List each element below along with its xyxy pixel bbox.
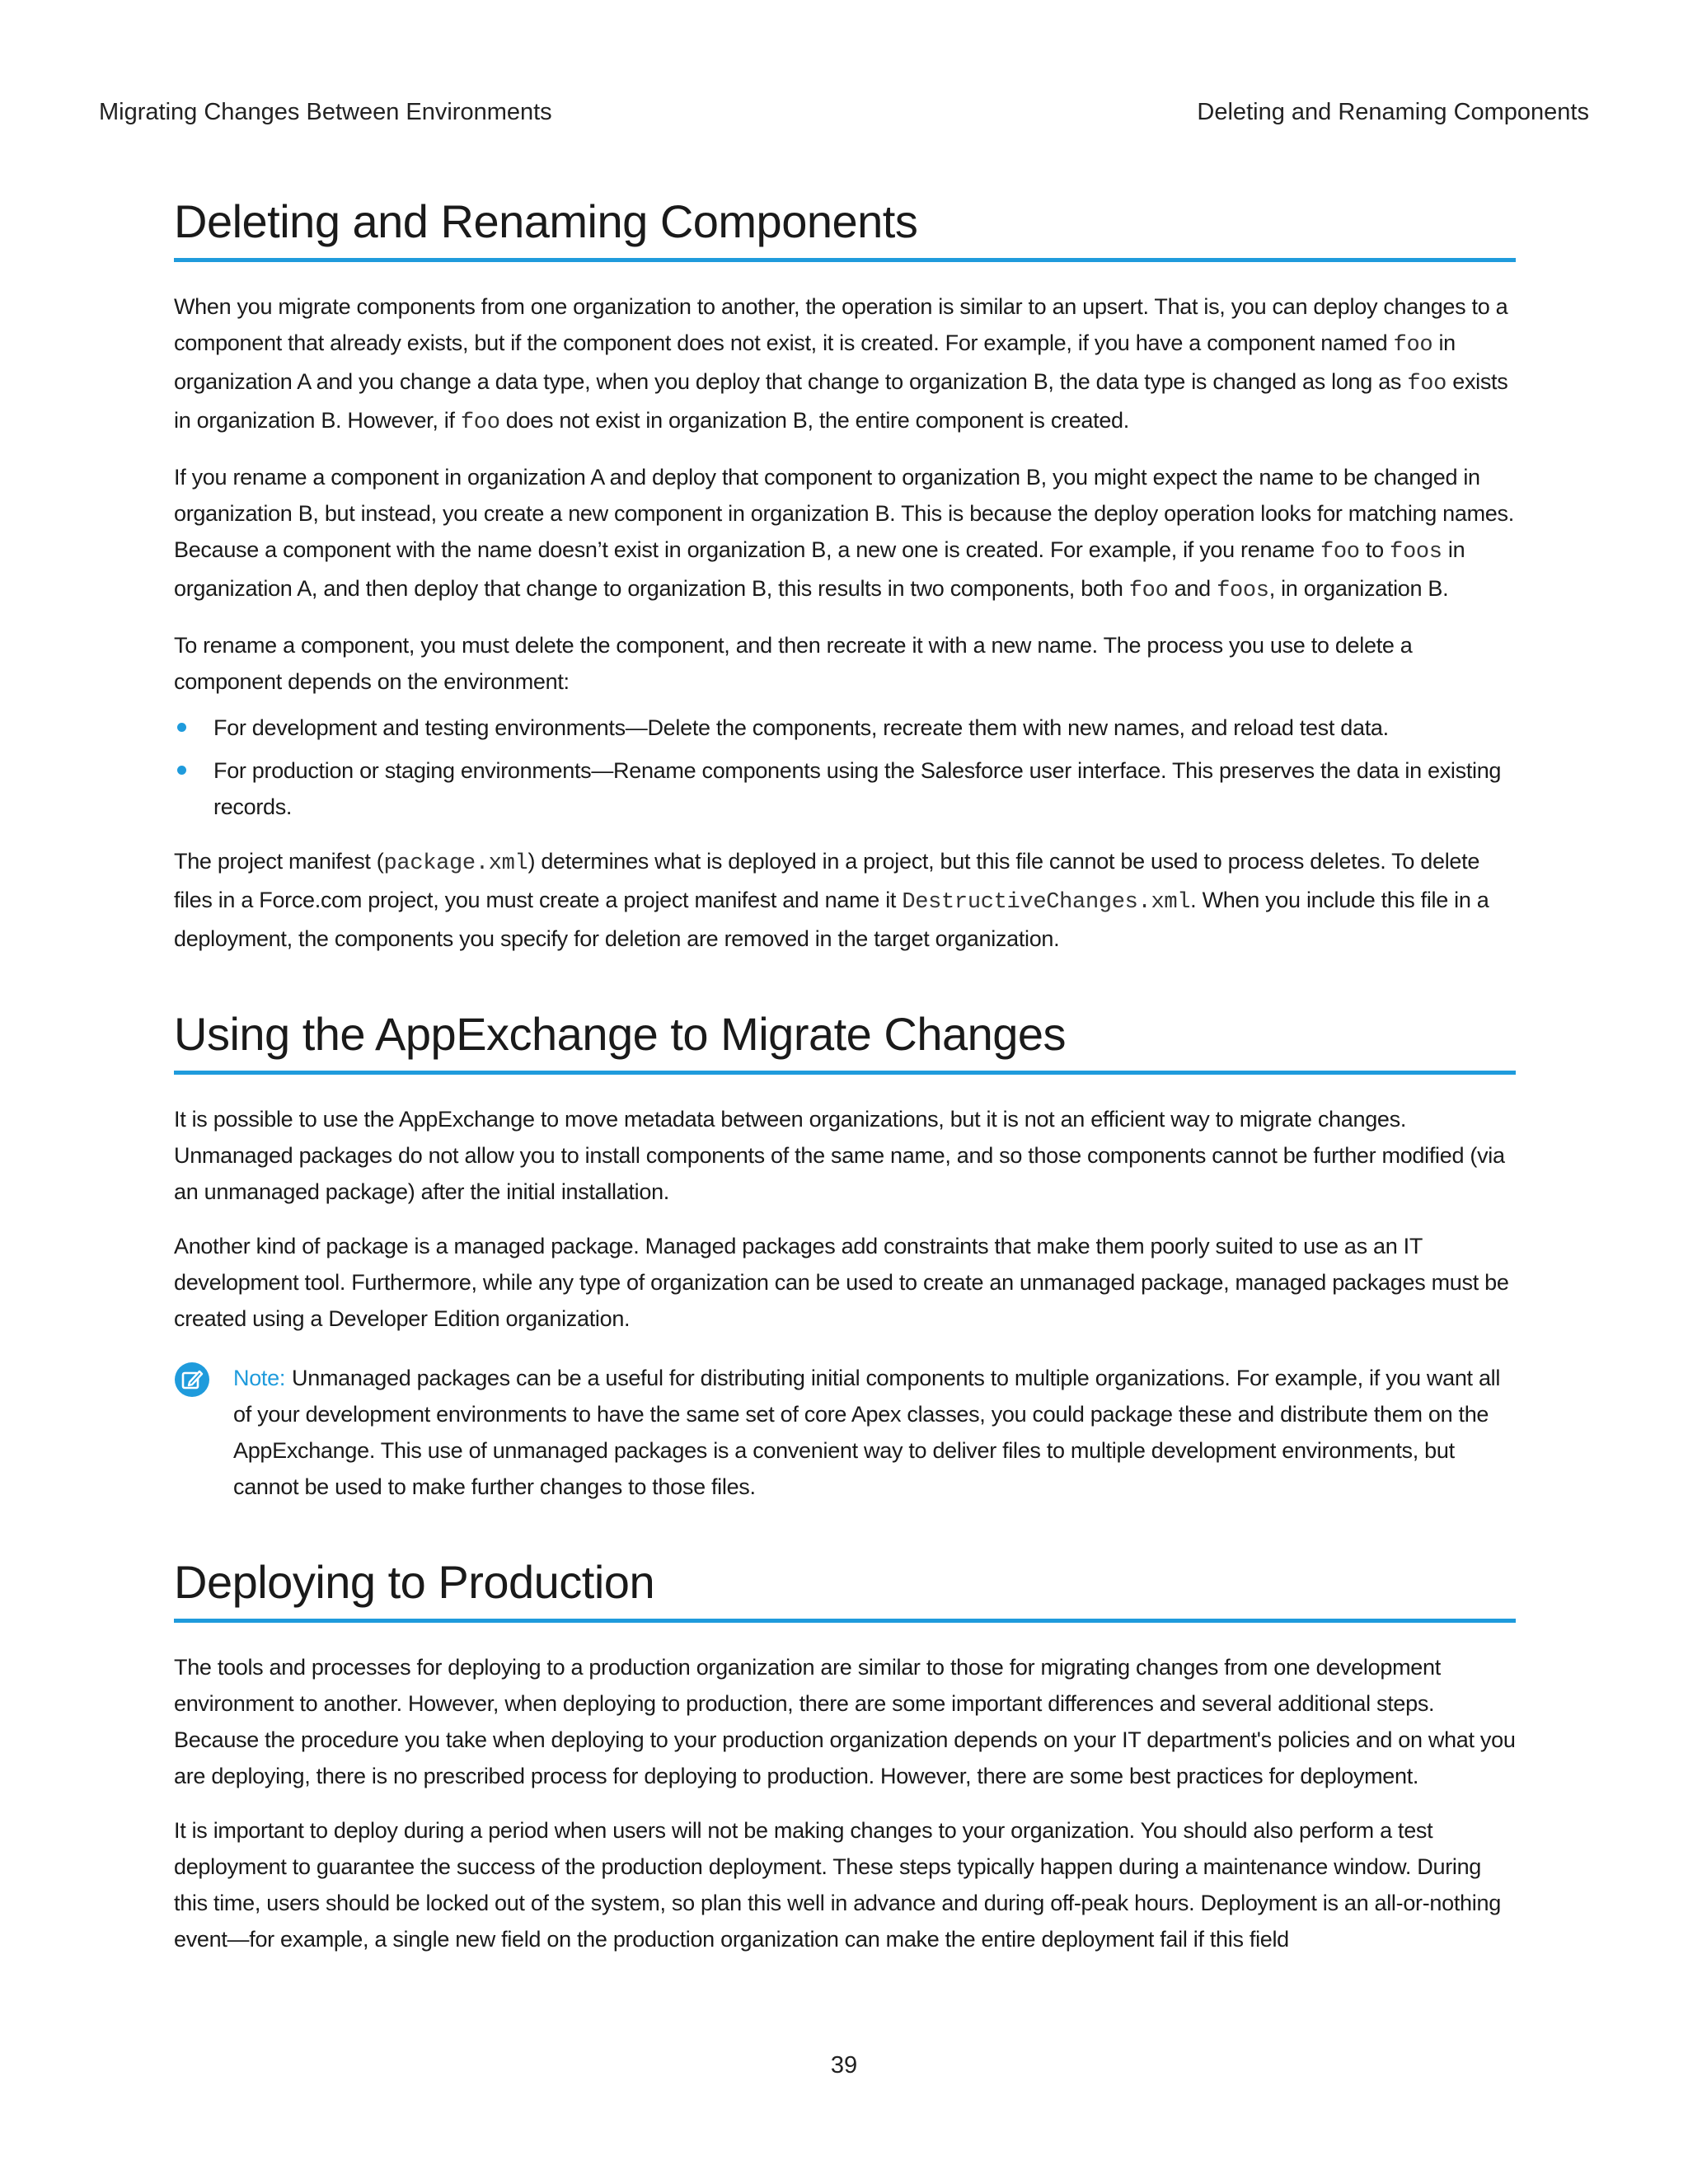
page-content [174,194,1516,1982]
bullet-icon [177,723,186,732]
text-run: in organization A and you change a data type, when you deploy that change to organization B, the data type is changed as long as [174,330,1456,394]
inline-code: foo [1128,579,1169,603]
text-run: does not exist in organization B, the entire component is created. [499,408,1129,433]
paragraph [174,843,1516,957]
text-run: in organization A, and then deploy that change to organization B, this results in two components, both [174,537,1465,601]
inline-code: package.xml [383,851,528,876]
text-run: exists in organization B. However, if [174,369,1508,433]
inline-code: foo [460,410,500,435]
paragraph: It is important to deploy during a period when users will not be making changes to your organization. You should also perform a test deployment to guarantee the success of the production deployment. These steps typically happen during a maintenance window. During this time, users should be locked out of the system, so plan this well in advance and during off-peak hours. Deployment is an all-or-nothing event—for example, a single new field on the production organization can make the entire deployment fail if this field [174,1818,1501,1952]
section-title-deploying-production: Deploying to Production [174,1554,1516,1623]
text-run: The project manifest ( [174,849,384,874]
section-title-deleting-renaming: Deleting and Renaming Components [174,194,1516,262]
list-item [174,752,1516,825]
note-callout [174,1360,1516,1505]
running-header-chapter: Migrating Changes Between Environments [99,99,552,125]
text-run: to [1359,537,1390,562]
paragraph [174,459,1516,609]
section-deleting-renaming [174,194,1516,957]
list-item-text: For production or staging environments—Rename components using the Salesforce user interface. This preserves the data in existing records. [213,758,1502,819]
bullet-list [174,710,1516,825]
running-header-section: Deleting and Renaming Components [1197,99,1589,125]
inline-code: foo [1393,333,1433,358]
list-item [174,710,1516,746]
inline-code: DestructiveChanges.xml [902,890,1191,915]
text-run: and [1168,576,1217,601]
paragraph [174,288,1516,441]
section-deploying-production [174,1554,1516,1957]
section-title-appexchange: Using the AppExchange to Migrate Changes [174,1006,1516,1075]
edit-note-icon [174,1361,210,1398]
note-text: Unmanaged packages can be a useful for distributing initial components to multiple organizations. For example, if you want all of your development environments to have the same set of core Apex classes, you could package these and distribute them on the AppExchange. This use of unmanaged packages is a convenient way to deliver files to multiple development environments, but cannot be used to make further changes to those files. [233,1366,1501,1499]
inline-code: foos [1390,540,1442,565]
paragraph: To rename a component, you must delete the component, and then recreate it with a new name. The process you use to delete a component depends on the environment: [174,633,1413,694]
paragraph: Another kind of package is a managed package. Managed packages add constraints that make them poorly suited to use as an IT development tool. Furthermore, while any type of organization can be used to create an unmanaged package, managed packages must be created using a Developer Edition organization. [174,1234,1509,1331]
page-number: 39 [830,2052,858,2079]
inline-code: foos [1217,579,1269,603]
section-appexchange [174,1006,1516,1505]
text-run: ) determines what is deployed in a project, but this file cannot be used to process deletes. To delete files in a Force.com project, you must create a project manifest and name it [174,849,1480,912]
text-run: . When you include this file in a deployment, the components you specify for deletion are removed in the target organization. [174,888,1489,951]
bullet-icon [177,766,186,775]
text-run: , in organization B. [1268,576,1449,601]
paragraph: It is possible to use the AppExchange to move metadata between organizations, but it is not an efficient way to migrate changes. Unmanaged packages do not allow you to install components of the same name, and so those components cannot be further modified (via an unmanaged package) after the initial installation. [174,1107,1505,1204]
text-run: When you migrate components from one organization to another, the operation is similar to an upsert. That is, you can deploy changes to a component that already exists, but if the component does not exist, it is created. For example, if you have a component named [174,294,1508,355]
text-run: If you rename a component in organization A and deploy that component to organization B, you might expect the name to be changed in organization B, but instead, you create a new component in organization B. This is because the deploy operation looks for matching names. Because a component with the name doesn’t exist in organization B, a new one is created. For example, if you rename [174,465,1514,562]
inline-code: foo [1320,540,1360,565]
running-header [99,99,1589,132]
list-item-text: For development and testing environments—Delete the components, recreate them with new names, and reload test data. [213,715,1389,740]
note-label: Note: [233,1366,286,1390]
inline-code: foo [1407,372,1447,396]
paragraph: The tools and processes for deploying to a production organization are similar to those for migrating changes from one development environment to another. However, when deploying to production, there are some important differences and several additional steps. Because the procedure you take when deploying to your production organization depends on your IT department's policies and on what you are deploying, there is no prescribed process for deploying to production. However, there are some best practices for deployment. [174,1655,1516,1788]
